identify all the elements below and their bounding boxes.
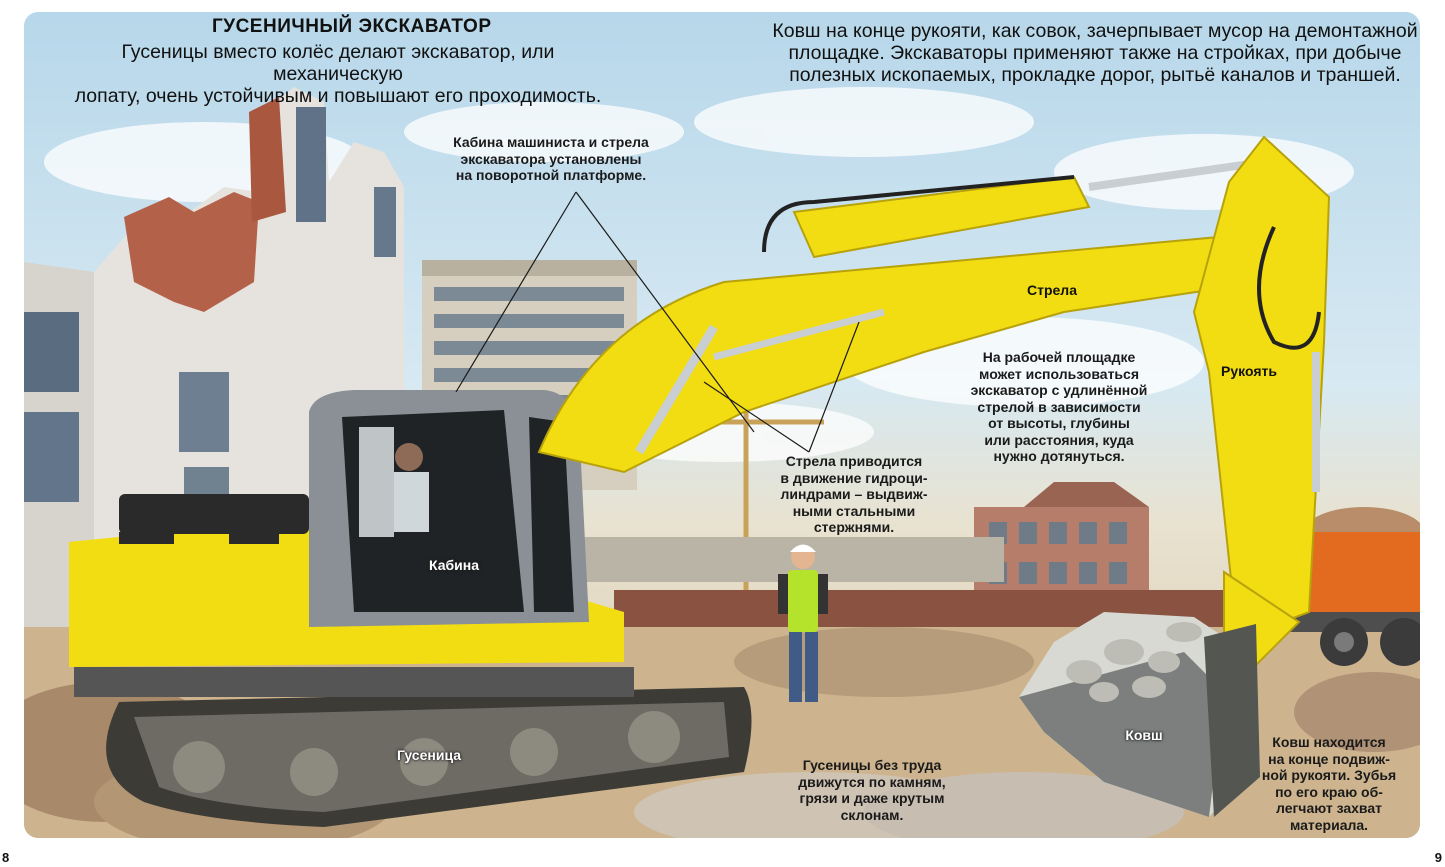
site-fence — [614, 590, 1314, 630]
callout-line: Стрела приводится — [785, 453, 923, 469]
callout-line: грязи и даже крутым — [799, 790, 945, 807]
callout-cabin-platform — [436, 134, 666, 184]
callout-line: или расстояния, куда — [984, 431, 1134, 448]
boom-assembly — [539, 162, 1264, 472]
callout-hydraulics — [764, 453, 944, 536]
callout-bucket — [1250, 734, 1408, 833]
callout-line: стрелой в зависимости — [977, 398, 1141, 415]
label-track: Гусеница — [396, 747, 462, 763]
label-cab: Кабина — [429, 557, 479, 573]
callout-line: склонам. — [840, 806, 904, 823]
callout-line: Гусеницы без труда — [802, 757, 942, 773]
label-boom: Стрела — [1027, 282, 1077, 298]
operator-cab — [309, 390, 589, 627]
callout-line: экскаватора установлены — [460, 150, 642, 167]
callout-line: материала. — [1289, 816, 1369, 833]
callout-line: нужно дотянуться. — [993, 448, 1125, 465]
callout-line: движутся по камням, — [798, 773, 946, 790]
callout-line: ной рукояти. Зубья — [1261, 767, 1397, 784]
intro-right — [770, 21, 1420, 86]
intro-right-line: полезных ископаемых, прокладке дорог, рытьё каналов и траншей. — [789, 63, 1401, 86]
label-arm: Рукоять — [1221, 363, 1277, 379]
excavator-illustration — [24, 12, 1420, 838]
callout-tracks — [782, 757, 962, 823]
callout-line: в движение гидроци- — [780, 469, 928, 486]
intro-right-line: площадке. Экскаваторы применяют также на стройках, при добыче — [788, 41, 1402, 64]
callout-long-boom — [964, 349, 1154, 465]
illustration-frame — [24, 12, 1420, 838]
callout-line: от высоты, глубины — [988, 415, 1130, 432]
callout-line: на поворотной платформе. — [455, 167, 647, 184]
callout-line: линдрами – выдвиж- — [780, 486, 928, 503]
callout-line: ными стальными — [792, 502, 916, 519]
intro-left — [58, 42, 618, 107]
intro-left-line: Гусеницы вместо колёс делают экскаватор, или механическую — [121, 41, 555, 85]
page-number-left: 8 — [2, 850, 10, 865]
callout-line: экскаватор с удлинённой — [970, 382, 1148, 399]
page-title: ГУСЕНИЧНЫЙ ЭКСКАВАТОР — [212, 16, 492, 37]
callout-line: легчают захват — [1275, 800, 1382, 817]
label-bucket: Ковш — [1125, 727, 1163, 743]
callout-line: На рабочей площадке — [982, 349, 1136, 365]
callout-line: может использоваться — [979, 365, 1139, 382]
intro-right-line: Ковш на конце рукояти, как совок, зачерпывает мусор на демонтажной — [772, 20, 1418, 42]
callout-line: Ковш находится — [1272, 734, 1386, 750]
intro-left-line: лопату, очень устойчивым и повышают его проходимость. — [74, 84, 602, 107]
callout-line: на конце подвиж- — [1268, 750, 1390, 767]
callout-line: Кабина машиниста и стрела — [453, 134, 649, 150]
callout-line: по его краю об- — [1275, 783, 1383, 800]
page-number-right: 9 — [1434, 850, 1442, 865]
callout-line: стержнями. — [813, 519, 895, 536]
